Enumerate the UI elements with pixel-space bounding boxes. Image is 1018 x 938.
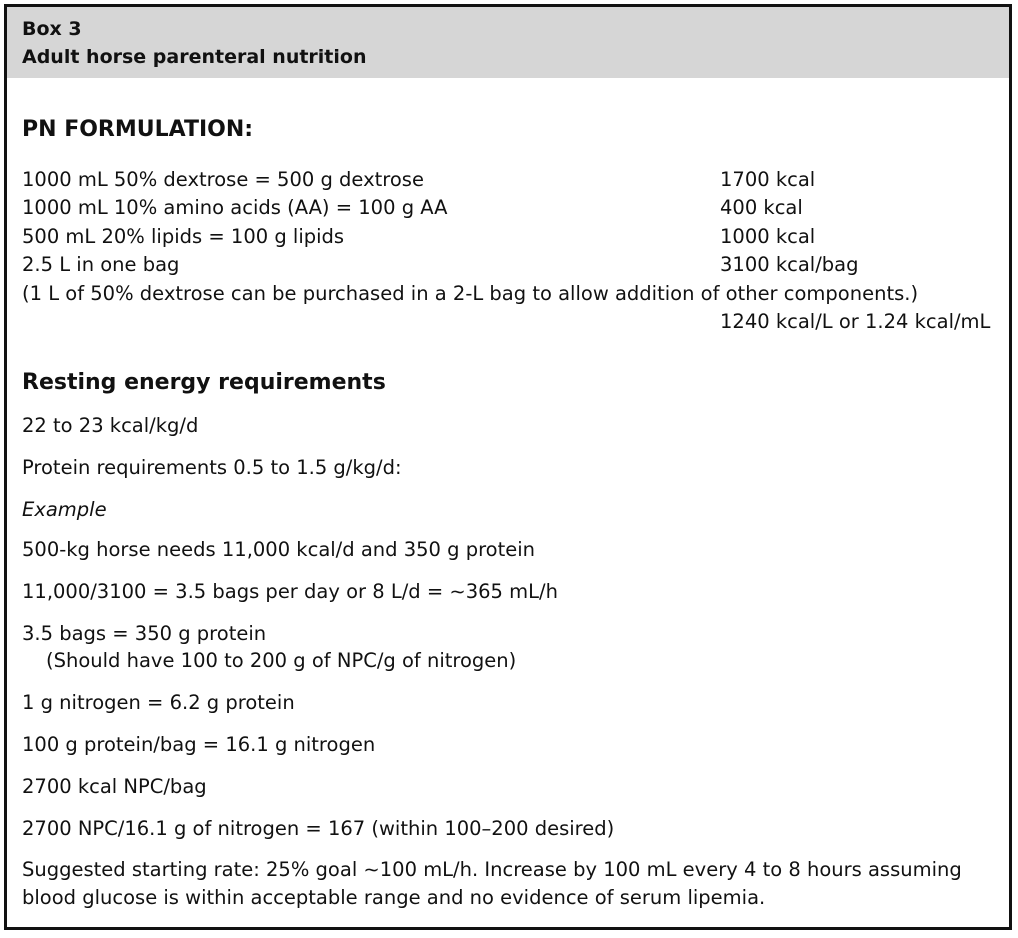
protein-requirement: Protein requirements 0.5 to 1.5 g/kg/d: bbox=[22, 456, 402, 479]
npc-ratio: 2700 NPC/16.1 g of nitrogen = 167 (within 100–200 desired) bbox=[22, 817, 615, 840]
formulation-row-kcal: 400 kcal bbox=[720, 196, 803, 219]
protein-per-bag: 100 g protein/bag = 16.1 g nitrogen bbox=[22, 733, 376, 756]
formulation-row-text: 2.5 L in one bag bbox=[22, 253, 180, 276]
formulation-row-text: 1000 mL 50% dextrose = 500 g dextrose bbox=[22, 168, 424, 191]
formulation-row-kcal: 1000 kcal bbox=[720, 225, 816, 248]
formulation-row-text: 1000 mL 10% amino acids (AA) = 100 g AA bbox=[22, 196, 448, 219]
box-title: Adult horse parenteral nutrition bbox=[22, 46, 367, 68]
formulation-heading: PN FORMULATION: bbox=[22, 117, 254, 142]
box-label: Box 3 bbox=[22, 18, 82, 40]
rate-line-1: Suggested starting rate: 25% goal ∼100 mL/h. Increase by 100 mL every 4 to 8 hours assuming bbox=[22, 858, 962, 881]
npc-note: (Should have 100 to 200 g of NPC/g of nitrogen) bbox=[46, 649, 517, 672]
example-label: Example bbox=[22, 498, 107, 521]
bags-protein: 3.5 bags = 350 g protein bbox=[22, 622, 267, 645]
resting-heading: Resting energy requirements bbox=[22, 370, 386, 395]
formulation-row-text: 500 mL 20% lipids = 100 g lipids bbox=[22, 225, 345, 248]
nutrition-box bbox=[4, 4, 1012, 930]
nitrogen-conversion: 1 g nitrogen = 6.2 g protein bbox=[22, 691, 295, 714]
box-header bbox=[7, 7, 1009, 78]
npc-per-bag: 2700 kcal NPC/bag bbox=[22, 775, 207, 798]
formulation-note: (1 L of 50% dextrose can be purchased in a 2-L bag to allow addition of other components.) bbox=[22, 282, 919, 305]
formulation-row-kcal: 1700 kcal bbox=[720, 168, 816, 191]
formulation-row-kcal: 3100 kcal/bag bbox=[720, 253, 859, 276]
formulation-concentration: 1240 kcal/L or 1.24 kcal/mL bbox=[720, 310, 991, 333]
energy-requirement: 22 to 23 kcal/kg/d bbox=[22, 414, 199, 437]
horse-needs: 500-kg horse needs 11,000 kcal/d and 350 g protein bbox=[22, 538, 536, 561]
bags-per-day: 11,000/3100 = 3.5 bags per day or 8 L/d = ∼365 mL/h bbox=[22, 580, 558, 603]
rate-line-2: blood glucose is within acceptable range and no evidence of serum lipemia. bbox=[22, 886, 766, 909]
